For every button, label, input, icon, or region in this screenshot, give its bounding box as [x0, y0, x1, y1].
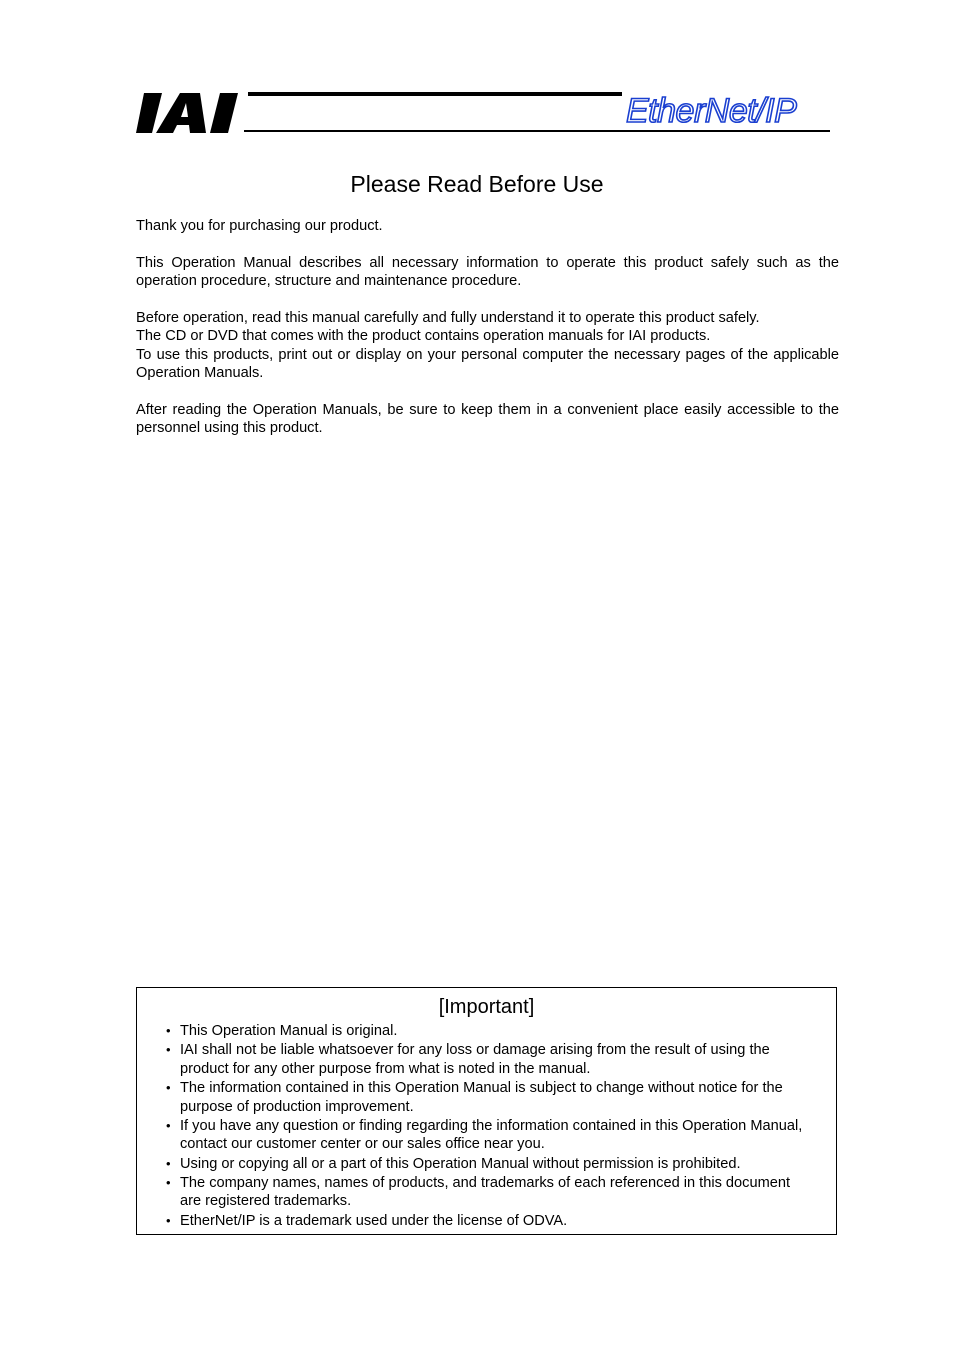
- important-list: [180, 1022, 810, 1231]
- important-notice-box: [136, 987, 837, 1235]
- iai-logo: [136, 92, 244, 134]
- paragraph: The CD or DVD that comes with the product contains operation manuals for IAI products.: [136, 328, 711, 345]
- paragraph: After reading the Operation Manuals, be sure to keep them in a convenient place easily accessible to the personnel using this product.: [136, 402, 839, 437]
- list-item: • EtherNet/IP is a trademark used under the license of ODVA.: [180, 1212, 810, 1231]
- list-item: • The information contained in this Operation Manual is subject to change without notice for the purpose of production improvement.: [180, 1079, 810, 1116]
- page-title: Please Read Before Use: [350, 171, 604, 197]
- intro-text: [136, 217, 839, 456]
- list-item: • If you have any question or finding regarding the information contained in this Operation Manual, contact our customer center or our sales office near you.: [180, 1117, 810, 1154]
- header-rule-bottom: [244, 130, 830, 132]
- important-title: [Important]: [438, 996, 535, 1018]
- page-header: [136, 88, 836, 136]
- product-name: EtherNet/IP: [626, 92, 797, 130]
- list-item: • IAI shall not be liable whatsoever for any loss or damage arising from the result of using the product for any other purpose from what is noted in the manual.: [180, 1041, 810, 1078]
- paragraph: Thank you for purchasing our product.: [136, 218, 383, 234]
- header-rule-top: [248, 92, 622, 96]
- paragraph: This Operation Manual describes all necessary information to operate this product safely such as the operation procedure, structure and maintenance procedure.: [136, 254, 839, 290]
- list-item: • This Operation Manual is original.: [180, 1022, 810, 1041]
- list-item: • Using or copying all or a part of this Operation Manual without permission is prohibited.: [180, 1155, 810, 1174]
- paragraph: Before operation, read this manual carefully and fully understand it to operate this product safely.: [136, 310, 760, 326]
- paragraph: To use this products, print out or display on your personal computer the necessary pages of the applicable Operation Manuals.: [136, 346, 839, 382]
- list-item: • The company names, names of products, and trademarks of each referenced in this document are registered trademarks.: [180, 1174, 810, 1211]
